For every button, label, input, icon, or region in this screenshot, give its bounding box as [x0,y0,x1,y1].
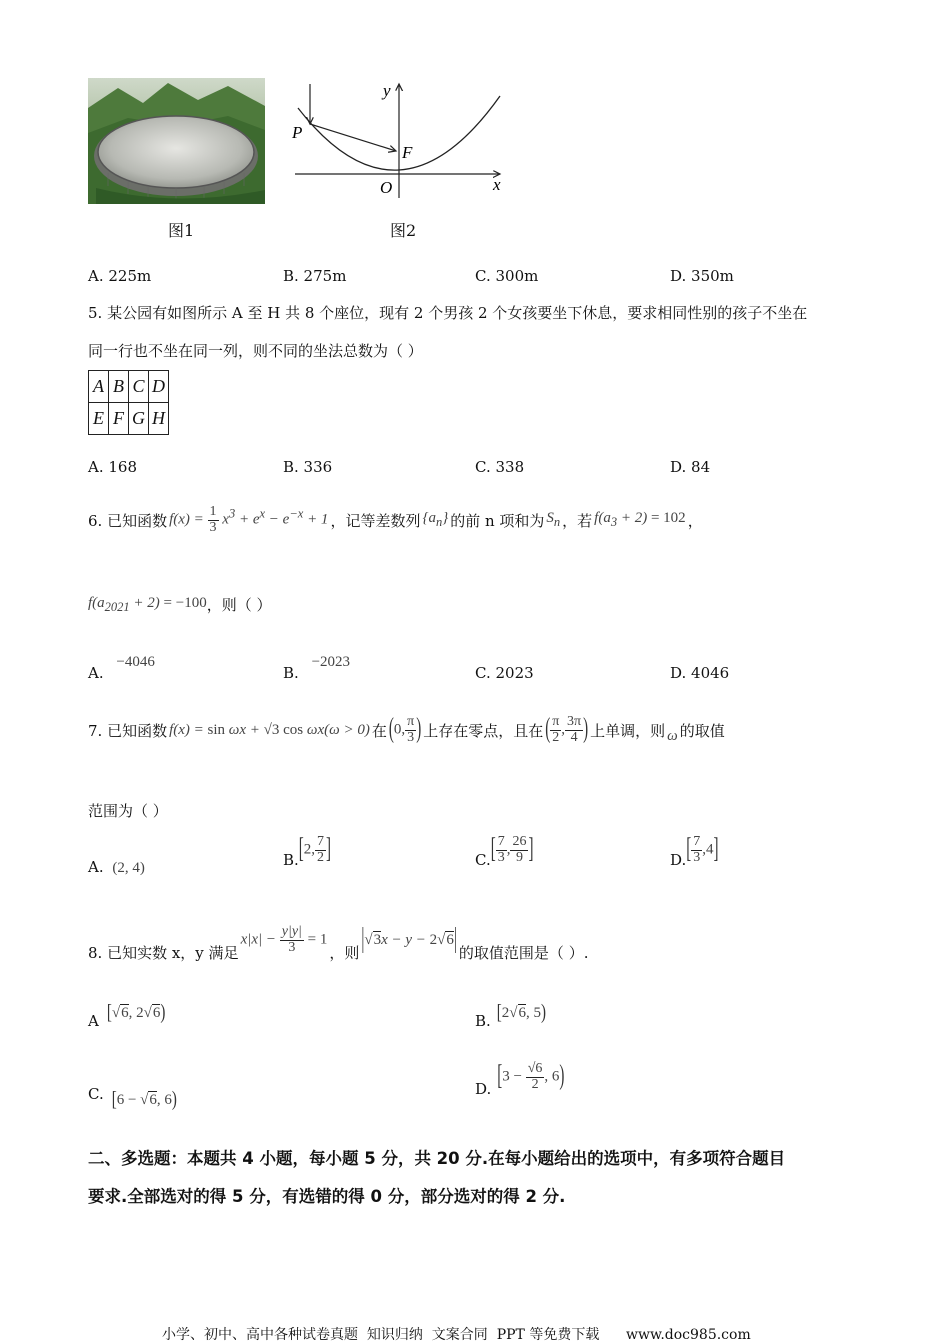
reflected-ray [310,124,396,151]
q8-option-b-value: [2√6, 5) [496,1001,547,1025]
q6-comma: ， [687,511,703,530]
q6-option-a[interactable] [88,652,155,682]
seat-cell: C [129,371,149,403]
label-f: F [402,143,413,162]
seat-cell: A [89,371,109,403]
q8-option-c-label: C. [88,1085,104,1104]
q7-option-b[interactable] [283,834,332,870]
q7-option-c[interactable] [475,834,534,870]
q6-sequence-symbol: $\{a_n\}$ [422,510,449,530]
q8-option-a[interactable] [88,1001,166,1031]
q4-option-d[interactable]: D. 350m [670,267,734,285]
q8-option-d-value: [3 − $\frac{√6}{2}$ , 6) [497,1061,565,1092]
q7-prefix: 7. 已知函数 [88,721,168,740]
q6-stem-line2 [88,594,272,615]
q7-option-d[interactable] [670,834,719,870]
q6-option-b-label: B. [283,664,299,682]
q7-option-c-label: C. [475,851,491,870]
figure-2-caption: 图2 [390,221,417,240]
q7-at: 在 [371,721,387,740]
q8-stem [88,924,589,962]
seat-cell: B [109,371,129,403]
figure-1-photo [88,78,265,204]
q4-option-b[interactable]: B. 275m [283,267,347,285]
q7-tail: 的取值 [679,721,725,740]
q6-prefix: 6. 已知函数 [88,511,168,530]
q7-option-b-label: B. [283,851,299,870]
seat-cell: F [109,403,129,435]
q8-prefix: 8. 已知实数 x，y 满足 [88,943,239,962]
q6-option-c[interactable]: C. 2023 [475,664,534,682]
q5-option-c[interactable]: C. 338 [475,458,525,476]
q8-option-d[interactable] [475,1061,565,1099]
figure-2-diagram [290,78,520,203]
q5-stem-line1: 5. 某公园有如图所示 A 至 H 共 8 个座位，现有 2 个男孩 2 个女孩要坐下休息，要求相同性别的孩子不坐在 [88,304,808,322]
q8-option-d-label: D. [475,1080,492,1099]
q6-sum-symbol: $S_n$ [546,510,561,530]
page-footer: 小学、初中、高中各种试卷真题 知识归纳 文案合同 PPT 等免费下载 www.doc985.com [162,1327,751,1343]
q7-zero-text: 上存在零点，且在 [423,721,544,740]
q4-option-a[interactable]: A. 225m [88,267,152,285]
q7-interval-monotone: ( $\frac{\pi}{2}$ , $\frac{3\pi}{4}$ ) [545,714,589,745]
section-2-heading-line2: 要求.全部选对的得 5 分，有选错的得 0 分，部分选对的得 2 分. [88,1187,566,1206]
q5-stem-line2: 同一行也不坐在同一列，则不同的坐法总数为（ ） [88,342,423,360]
q8-then: ，则 [329,943,360,962]
seat-cell: G [129,403,149,435]
q7-mono-text: 上单调，则 [590,721,666,740]
q7-option-a[interactable] [88,858,145,877]
q7-option-c-value: [ $\frac{7}{3}$ , $\frac{26}{9}$ ] [490,834,534,865]
label-o: O [380,178,393,197]
telescope-image [88,78,265,204]
q7-option-d-label: D. [670,851,687,870]
q6-option-b[interactable] [283,652,351,682]
q6-condition-2: $f(a_{2021} + 2) = -100$ [88,594,207,614]
q6-option-a-label: A. [88,664,104,682]
q6-middle: ，记等差数列 [330,511,421,530]
q6-middle2: 的前 n 项和为 [450,511,545,530]
q4-option-c[interactable]: C. 300m [475,267,539,285]
q6-condition-1: $f(a_3 + 2) = 102$ [594,510,686,530]
q7-omega: ω [667,727,678,744]
q6-function-formula: f(x) = $\frac{1}{3}$ $x^3 + e^x - e^{-x} + 1$ [169,504,329,535]
q7-option-b-value: [2, $\frac{7}{2}$ ] [298,834,332,865]
q7-option-a-label: A. [88,858,104,876]
q5-option-b[interactable]: B. 336 [283,458,333,476]
q7-interval-zero: (0, $\frac{\pi}{3}$ ) [388,714,422,745]
section-2-heading-line1: 二、多选题：本题共 4 小题，每小题 5 分，共 20 分.在每小题给出的选项中，有多项符合题目 [88,1149,786,1168]
q6-option-a-value: −4046 [116,654,155,670]
label-p: P [292,123,303,142]
q8-constraint-formula: x|x| − $\frac{y|y|}{3}$ = 1 [240,924,328,955]
seat-cell: H [149,403,169,435]
q8-option-c[interactable] [88,1085,177,1112]
q8-option-a-label: A [88,1012,99,1031]
q8-option-c-value: [6 − √6, 6) [111,1088,177,1112]
q7-function-formula: f(x) = sin ωx + √3 cos ωx(ω > 0) [169,721,370,738]
q6-middle3: ，若 [562,511,593,530]
q7-stem-line1 [88,715,725,745]
label-x: x [493,175,501,194]
seat-row-1 [89,371,169,403]
q7-option-d-value: [ $\frac{7}{3}$ ,4] [686,834,719,865]
seat-grid [88,370,169,435]
seat-cell: E [89,403,109,435]
q8-option-a-value: [√6, 2√6) [106,1001,166,1025]
seat-cell: D [149,371,169,403]
figure-1-caption: 图1 [168,221,195,240]
q8-expression: |√3x − y − 2√6| [361,924,457,955]
q8-option-b-label: B. [475,1012,491,1031]
q7-stem-line2: 范围为（ ） [88,802,168,820]
label-y: y [383,81,391,100]
q7-option-a-value: (2, 4) [112,860,145,876]
q6-option-b-value: −2023 [311,654,351,670]
q6-stem-line1 [88,505,703,535]
q5-option-a[interactable]: A. 168 [88,458,137,476]
q6-option-d[interactable]: D. 4046 [670,664,730,682]
q5-option-d[interactable]: D. 84 [670,458,711,476]
q6-suffix: ，则（ ） [206,596,272,614]
seat-row-2 [89,403,169,435]
q8-option-b[interactable] [475,1001,547,1031]
q8-suffix: 的取值范围是（ ）. [458,943,589,962]
